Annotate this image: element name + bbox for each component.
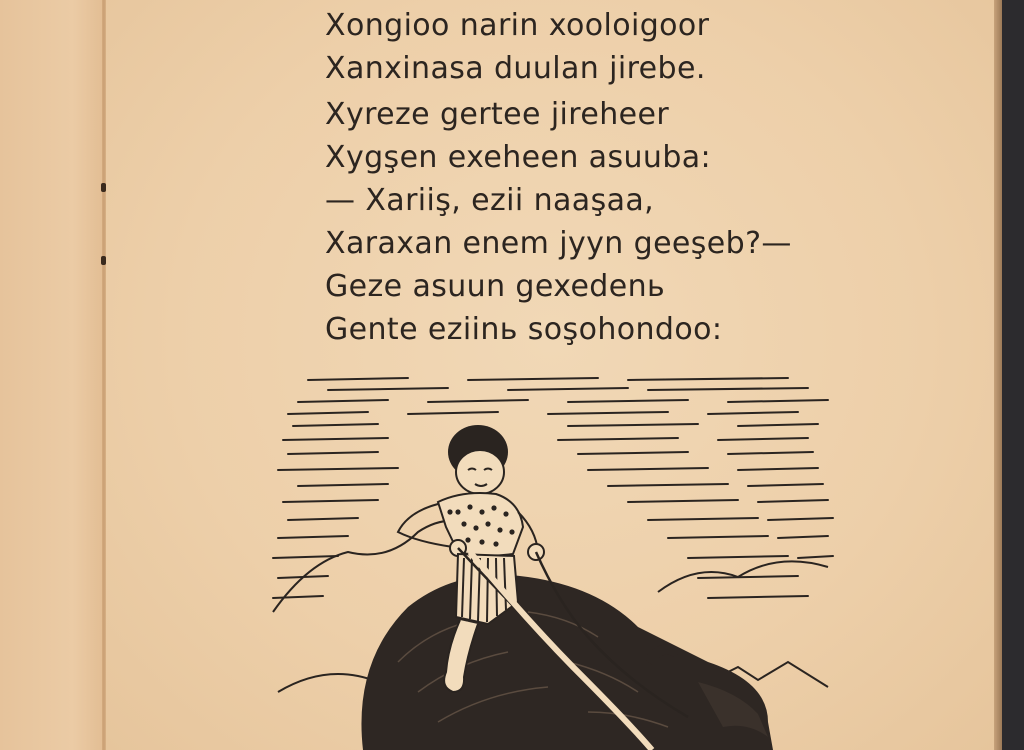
hatch-line <box>708 412 798 414</box>
hatch-line <box>288 518 358 520</box>
hatch-line <box>648 388 808 390</box>
hatch-line <box>293 424 378 426</box>
page-edge <box>994 0 1002 750</box>
hatch-line <box>578 452 688 454</box>
poem-line: Xanxinasa duulan jirebe. <box>325 51 706 86</box>
hatch-line <box>273 596 323 598</box>
hatch-line <box>468 378 598 380</box>
hatch-line <box>768 518 833 520</box>
hatch-line <box>628 500 738 502</box>
hatch-line <box>288 452 378 454</box>
poem-line: — Xariiş, ezii naaşaa, <box>325 183 655 218</box>
hatch-line <box>548 412 668 414</box>
hatch-line <box>278 468 398 470</box>
hatch-line <box>718 438 808 440</box>
boy-riding-bear-illustration <box>268 362 848 750</box>
hatch-line <box>758 500 828 502</box>
hatch-line <box>558 438 678 440</box>
poem-line: Xyreze gertee jireheer <box>325 97 670 132</box>
hatch-line <box>288 412 368 414</box>
poem-text <box>325 4 885 351</box>
hatch-line <box>408 412 498 414</box>
hatch-line <box>328 388 448 390</box>
hatch-line <box>648 518 758 520</box>
hatch-line <box>568 400 688 402</box>
hatch-line <box>283 438 388 440</box>
poem-line: Xongioo narin xooloigoor <box>325 8 710 43</box>
hatch-line <box>428 400 528 402</box>
poem-line: Gente eziinь soşohondoo: <box>325 312 723 347</box>
hatch-line <box>308 378 408 380</box>
hatch-line <box>508 388 628 390</box>
hatch-line <box>688 556 788 558</box>
hatch-line <box>298 484 388 486</box>
hatch-line <box>708 596 808 598</box>
hatch-line <box>588 468 708 470</box>
sky-hatching <box>273 378 833 598</box>
hatch-line <box>738 424 818 426</box>
poem-line: Geze asuun gexedenь <box>325 269 666 304</box>
hatch-line <box>278 536 348 538</box>
hatch-line <box>778 536 828 538</box>
hatch-line <box>698 576 798 578</box>
hatch-line <box>568 424 698 426</box>
hatch-line <box>728 400 828 402</box>
poem-line: Xygşen exeheen asuuba: <box>325 140 712 175</box>
scan-border <box>1002 0 1024 750</box>
hatch-line <box>728 452 813 454</box>
hatch-line <box>628 378 788 380</box>
left-page <box>0 0 104 750</box>
poem-line: Xaraxan enem jyyn geeşeb?— <box>325 226 792 261</box>
hatch-line <box>798 556 833 558</box>
hatch-line <box>668 536 768 538</box>
hatch-line <box>608 484 728 486</box>
hatch-line <box>283 500 378 502</box>
hatch-line <box>298 400 388 402</box>
hatch-line <box>738 468 818 470</box>
hatch-line <box>748 484 823 486</box>
hatch-line <box>273 556 338 558</box>
